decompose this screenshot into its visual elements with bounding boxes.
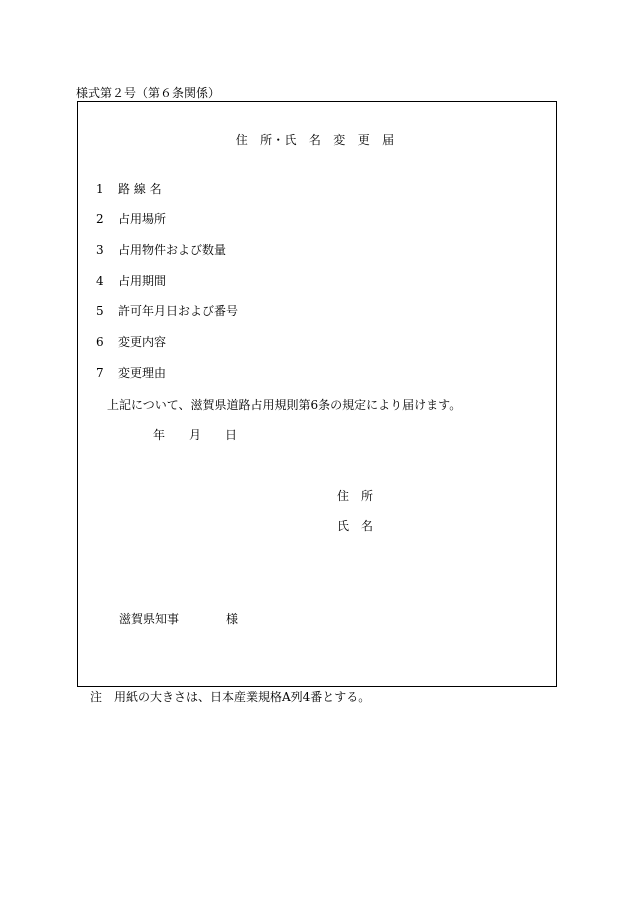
item-label: 占用期間: [118, 274, 167, 288]
date-year: 年: [153, 428, 166, 442]
item-occupancy-location: [96, 210, 166, 227]
item-label: 変更理由: [118, 366, 167, 380]
item-number: 7: [96, 366, 104, 380]
date-month: 月: [189, 428, 202, 442]
signature-address-label: 住 所: [337, 489, 374, 503]
item-label: 路 線 名: [118, 182, 162, 196]
item-occupancy-objects: [96, 241, 226, 258]
item-label: 許可年月日および番号: [118, 304, 239, 318]
item-change-content: [96, 333, 166, 350]
item-change-reason: [96, 364, 166, 381]
item-number: 3: [96, 243, 104, 257]
item-occupancy-period: [96, 272, 166, 289]
item-number: 6: [96, 335, 104, 349]
item-number: 1: [96, 182, 104, 196]
item-label: 占用物件および数量: [118, 243, 227, 257]
date-day: 日: [225, 428, 238, 442]
honorific: 様: [226, 612, 239, 626]
signature-name-label: 氏 名: [337, 519, 374, 533]
item-number: 5: [96, 304, 104, 318]
item-number: 2: [96, 212, 104, 226]
form-title: 住 所・氏 名 変 更 届: [235, 133, 395, 147]
statement: 上記について、滋賀県道路占用規則第6条の規定により届けます。: [107, 398, 462, 412]
form-label: 様式第２号（第６条関係）: [76, 86, 221, 100]
item-label: 占用場所: [118, 212, 167, 226]
item-route-name: [96, 180, 162, 197]
item-label: 変更内容: [118, 335, 167, 349]
footnote: 注 用紙の大きさは、日本産業規格A列4番とする。: [90, 690, 371, 704]
item-permit-date-number: [96, 302, 238, 319]
addressee: 滋賀県知事: [119, 612, 180, 626]
item-number: 4: [96, 274, 104, 288]
